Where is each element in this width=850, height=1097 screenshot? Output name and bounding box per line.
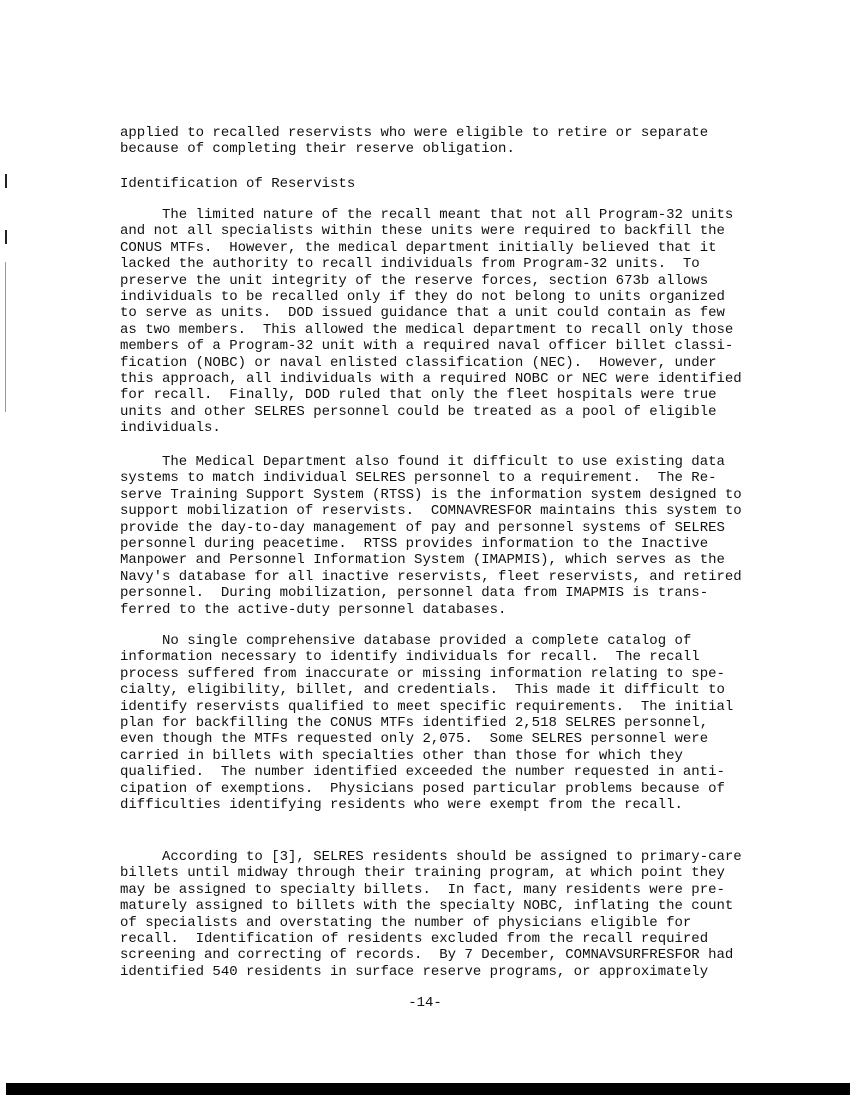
text-line: plan for backfilling the CONUS MTFs identified 2,518 SELRES personnel, bbox=[120, 714, 709, 731]
text-line: units and other SELRES personnel could be treated as a pool of eligible bbox=[120, 403, 717, 420]
text-line: process suffered from inaccurate or missing information relating to spe- bbox=[120, 665, 725, 682]
text-line: individuals. bbox=[120, 420, 221, 437]
text-line: screening and correcting of records. By 7 December, COMNAVSURFRESFOR had bbox=[120, 947, 734, 964]
scan-edge-bar bbox=[6, 1083, 850, 1095]
text-line: According to [3], SELRES residents should be assigned to primary-care bbox=[120, 849, 742, 865]
paragraph-1 bbox=[120, 207, 742, 436]
text-line: individuals to be recalled only if they do not belong to units organized bbox=[120, 288, 725, 305]
paragraph-3 bbox=[120, 633, 733, 813]
text-line: because of completing their reserve obligation. bbox=[120, 141, 515, 158]
text-line: billets until midway through their training program, at which point they bbox=[120, 865, 725, 882]
text-line: personnel during peacetime. RTSS provides information to the Inactive bbox=[120, 535, 709, 552]
text-line: preserve the unit integrity of the reserve forces, section 673b allows bbox=[120, 272, 709, 289]
text-line: personnel. During mobilization, personnel data from IMAPMIS is trans- bbox=[120, 585, 709, 602]
text-line: provide the day-to-day management of pay and personnel systems of SELRES bbox=[120, 519, 725, 536]
paragraph-4 bbox=[120, 849, 742, 980]
text-line: Navy's database for all inactive reservists, fleet reservists, and retired bbox=[120, 568, 742, 585]
text-line: cipation of exemptions. Physicians posed particular problems because of bbox=[120, 780, 725, 797]
text-line: Manpower and Personnel Information System (IMAPMIS), which serves as the bbox=[120, 552, 725, 569]
text-line: lacked the authority to recall individuals from Program-32 units. To bbox=[120, 256, 700, 273]
text-line: serve Training Support System (RTSS) is the information system designed to bbox=[120, 486, 742, 503]
text-line: No single comprehensive database provided a complete catalog of bbox=[120, 633, 692, 649]
text-line: support mobilization of reservists. COMNAVRESFOR maintains this system to bbox=[120, 503, 742, 520]
text-line: difficulties identifying residents who were exempt from the recall. bbox=[120, 796, 683, 813]
text-line: of specialists and overstating the number of physicians eligible for bbox=[120, 914, 692, 931]
text-line: qualified. The number identified exceeded the number requested in anti- bbox=[120, 764, 725, 781]
text-line: The Medical Department also found it difficult to use existing data bbox=[120, 454, 725, 470]
text-line: for recall. Finally, DOD ruled that only the fleet hospitals were true bbox=[120, 387, 717, 404]
intro-text bbox=[120, 125, 708, 158]
text-line: even though the MTFs requested only 2,075. Some SELRES personnel were bbox=[120, 731, 709, 748]
text-line: maturely assigned to billets with the specialty NOBC, inflating the count bbox=[120, 898, 734, 915]
text-line: recall. Identification of residents excluded from the recall required bbox=[120, 930, 709, 947]
text-line: The limited nature of the recall meant that not all Program-32 units bbox=[120, 207, 734, 223]
change-bar bbox=[5, 230, 7, 244]
text-line: systems to match individual SELRES personnel to a requirement. The Re- bbox=[120, 470, 717, 487]
section-heading: Identification of Reservists bbox=[120, 176, 356, 192]
text-line: fication (NOBC) or naval enlisted classification (NEC). However, under bbox=[120, 354, 717, 371]
text-line: CONUS MTFs. However, the medical department initially believed that it bbox=[120, 239, 717, 256]
text-line: this approach, all individuals with a required NOBC or NEC were identified bbox=[120, 370, 742, 387]
text-line: to serve as units. DOD issued guidance that a unit could contain as few bbox=[120, 305, 725, 322]
change-bar bbox=[5, 262, 6, 412]
text-line: identified 540 residents in surface reserve programs, or approximately bbox=[120, 963, 709, 980]
text-line: as two members. This allowed the medical department to recall only those bbox=[120, 321, 734, 338]
text-line: ferred to the active-duty personnel databases. bbox=[120, 601, 507, 618]
change-bar bbox=[5, 174, 7, 188]
page-number: -14- bbox=[408, 995, 442, 1011]
text-line: cialty, eligibility, billet, and credentials. This made it difficult to bbox=[120, 682, 725, 699]
text-line: identify reservists qualified to meet specific requirements. The initial bbox=[120, 698, 734, 715]
paragraph-2 bbox=[120, 454, 742, 618]
text-line: may be assigned to specialty billets. In fact, many residents were pre- bbox=[120, 881, 725, 898]
text-line: and not all specialists within these units were required to backfill the bbox=[120, 223, 725, 240]
text-line: information necessary to identify individuals for recall. The recall bbox=[120, 649, 700, 666]
text-line: carried in billets with specialties other than those for which they bbox=[120, 747, 683, 764]
text-line: applied to recalled reservists who were eligible to retire or separate bbox=[120, 125, 709, 141]
text-line: members of a Program-32 unit with a required naval officer billet classi- bbox=[120, 338, 734, 355]
